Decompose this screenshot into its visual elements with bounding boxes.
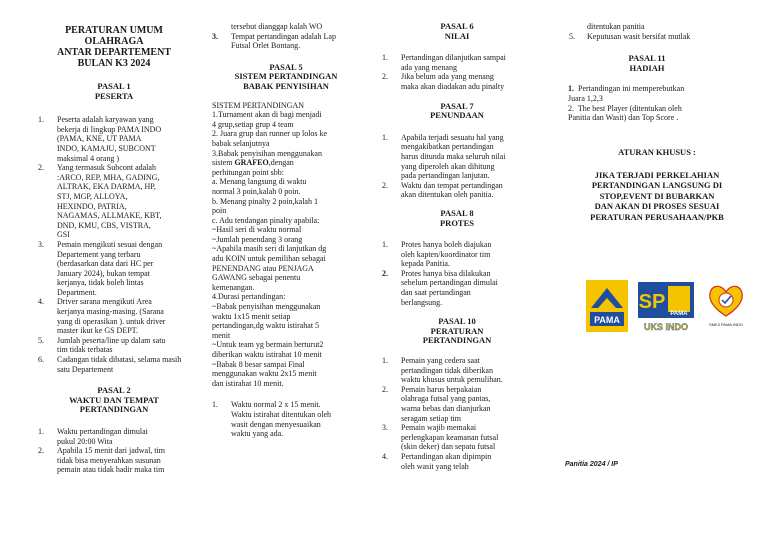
- footer-note: Panitia 2024 / IP: [565, 461, 618, 468]
- body-line: adu KOIN untuk pemilihan sebagai: [212, 254, 326, 264]
- list-item: 1. Pemain yang cedera saat pertandingan tidak diberikan waktu khusus untuk pemulihan.: [382, 356, 503, 385]
- body-line: GAWANG sebagai penentu: [212, 273, 301, 283]
- body-line: perhitungan point sbb:: [212, 167, 284, 177]
- list-item: 4. Pertandingan akan dipimpin oleh wasit yang telah: [382, 451, 492, 471]
- list-item: 1. Waktu pertandingan dimulai pukul 20:00 Wita: [38, 427, 148, 446]
- bold-keyword: GRAFEO: [234, 158, 269, 168]
- pasal-6-list: [382, 53, 532, 91]
- body-line: 2. Juara grup dan runner up lolos ke: [212, 129, 328, 139]
- pasal-7-list: [382, 133, 532, 200]
- svg-text:PAMA: PAMA: [670, 311, 688, 317]
- body-line: sistem GRAFEO,dengan: [212, 158, 294, 168]
- body-line: ~Apabila masih seri di lanjutkan dg: [212, 244, 327, 254]
- document-title: PERATURAN UMUM OLAHRAGA ANTAR DEPARTEMENT BULAN K3 2024: [56, 25, 171, 69]
- pasal-5-list: [212, 400, 360, 438]
- list-item: 2. Yang termasuk Subcont adalah :ARCO, REP, MHA, GADING, ALTRAK, EKA DARMA, HP, STJ, MGP, ALLOYA, HEXINDO, PATRIA, NAGAMAS, ALLMAKE, KBT, DND, KMU, CBS, VISTRA, GSI: [38, 163, 162, 240]
- pasal-8-list: [382, 240, 532, 307]
- logos-row: [586, 278, 756, 340]
- body-line: c. Adu tendangan pinalty apabila:: [212, 215, 320, 225]
- body-line: ~Babak 8 besar sampai Final: [212, 359, 305, 369]
- list-item: 2. Pemain harus berpakaian olahraga futsal yang pantas, warna bebas dan dianjurkan seragam setiap tim: [382, 384, 491, 423]
- body-line: dan istirahat 10 menit.: [212, 378, 284, 388]
- list-item: 3. Tempat pertandingan adalah Lap Futsal Orlet Bontang.: [212, 31, 336, 51]
- pasal-10-heading: PASAL 10 PERATURAN PERTANDINGAN: [422, 316, 492, 346]
- pasal-7-heading: PASAL 7 PENUNDAAN: [430, 100, 484, 121]
- body-line: menggunakan waktu 2x15 menit: [212, 369, 317, 379]
- body-line: a. Menang langsung di waktu: [212, 177, 307, 187]
- continued-text: ditentukan panitia: [587, 22, 645, 31]
- body-line: babak selanjutnya: [212, 138, 270, 148]
- svg-text:SP: SP: [638, 291, 666, 313]
- list-item: 1. Waktu normal 2 x 15 menit. Waktu istirahat ditentukan oleh wasit dengan menyesuaikan waktu yang ada.: [212, 400, 331, 439]
- svg-text:PAMA: PAMA: [594, 315, 620, 325]
- body-line: waktu 1x15 menit setiap: [212, 311, 291, 321]
- column-3: [382, 0, 532, 471]
- column-1: [38, 0, 190, 475]
- column-2: [212, 0, 360, 439]
- list-item: 1. Pertandingan dilanjutkan sampai ada yang menang: [382, 53, 506, 72]
- pasal-5-body: [212, 101, 360, 389]
- pasal-2-list: [38, 427, 190, 475]
- pasal-1-heading: PASAL 1 PESERTA: [94, 81, 134, 101]
- body-line: ~Untuk team yg bermain berturut2: [212, 340, 324, 350]
- pama-logo: [586, 280, 628, 332]
- continued-text: tersebut dianggap kalah WO: [231, 22, 323, 31]
- body-line: 4 grup,setiap grup 4 team: [212, 119, 294, 129]
- aturan-khusus-text: JIKA TERJADI PERKELAHIAN PERTANDINGAN LANGSUNG DI STOP,EVENT DI BUBARKAN DAN AKAN DI PROSES SESUAI PERATURAN PERUSAHAAN/PKB: [590, 169, 724, 222]
- body-line: pertandingan,dg waktu istirahat 5: [212, 321, 320, 331]
- list-item: 2. Protes hanya bisa dilakukan sebelum pertandingan dimulai dan saat pertandingan berlangsung.: [382, 268, 498, 307]
- body-line: b. Menang pinalty 2 poin,kalah 1: [212, 196, 318, 206]
- pasal-2-heading: PASAL 2 WAKTU DAN TEMPAT PERTANDINGAN: [69, 385, 159, 415]
- list-item: 5. Keputusan wasit bersifat mutlak: [569, 31, 691, 41]
- list-item: 2. The best Player (ditentukan oleh: [568, 103, 682, 113]
- list-item: 5. Jumlah peserta/line up dalam satu tim tidak terbatas: [38, 335, 166, 355]
- list-item: 4. Driver sarana mengikuti Area kerjanya masing-masing. (Sarana yang di operasikan ). untuk driver master ikut ke GS DEPT.: [38, 297, 166, 336]
- svg-text:UKS INDO: UKS INDO: [643, 322, 689, 332]
- pasal-11-heading: PASAL 11 HADIAH: [628, 53, 666, 73]
- pasal-11-list: 1. Pertandingan ini memperebutkan Juara 1,2,3 2. The best Player (ditentukan oleh Panitia dan Wasit) dan Top Score .: [562, 84, 748, 122]
- body-line: ~Hasil seri di waktu normal: [212, 225, 302, 235]
- list-item: 1. Pertandingan ini memperebutkan: [568, 84, 685, 94]
- pasal-5-heading: PASAL 5 SISTEM PERTANDINGAN BABAK PENYISIHAN: [234, 61, 338, 91]
- list-item: 1. Apabila terjadi sesuatu hal yang mengakibatkan pertandingan harus ditunda maka seluruh nilai yang diperoleh akan dihitung pada pertandingan lanjutan.: [382, 132, 506, 181]
- body-line: SISTEM PERTANDINGAN: [212, 100, 304, 110]
- list-item: 6. Cadangan tidak dibatasi, selama masih satu Departement: [38, 355, 182, 374]
- pasal-2-list-cont: [212, 32, 360, 51]
- list-item: 1. Protes hanya boleh diajukan oleh kapten/koordinator tim kepada Panitia.: [382, 240, 492, 269]
- pasal-6-heading: PASAL 6 NILAI: [440, 21, 474, 41]
- list-item: 3. Pemain wajib memakai perlengkapan keamanan futsal (skin deker) dan sepatu futsal: [382, 423, 499, 452]
- pasal-8-heading: PASAL 8 PROTES: [439, 207, 474, 228]
- list-item: 2. Waktu dan tempat pertandingan akan ditentukan oleh panitia.: [382, 180, 503, 200]
- list-item: 3. Pemain mengikuti sesuai dengan Departement yang terbaru (berdasarkan data dari HC per January 2024), bukan tempat kerjanya, tidak boleh lintas Department.: [38, 239, 163, 297]
- body-line: PENENDANG atau PENJAGA: [212, 263, 314, 273]
- body-line: poin: [212, 206, 227, 216]
- svg-text:SMK3 PAMA INDO: SMK3 PAMA INDO: [709, 322, 743, 327]
- body-line: menit: [212, 330, 231, 340]
- body-line: diberikan waktu istirahat 10 menit: [212, 350, 322, 359]
- body-line: normal 3 poin,kalah 0 poin.: [212, 186, 301, 196]
- smk3-logo: [709, 286, 743, 327]
- sp-pama-uks-logo: [638, 282, 694, 332]
- body-line: 4.Durasi pertandingan:: [212, 292, 286, 302]
- body-line: 1.Turnament akan di bagi menjadi: [212, 110, 322, 120]
- list-item: 2. Jika belum ada yang menang maka akan diadakan adu pinalty: [382, 72, 505, 91]
- body-line: kemenangan.: [212, 282, 255, 292]
- pasal-1-list: [38, 115, 190, 374]
- list-item: 2. Apabila 15 menit dari jadwal, tim tidak bisa menyerahkan susunan pemain atau tidak hadir maka tim: [38, 446, 165, 475]
- aturan-khusus-heading: ATURAN KHUSUS :: [618, 146, 696, 157]
- pasal-10-list: [382, 356, 532, 471]
- column-4: [562, 0, 752, 222]
- body-line: 3.Babak penyisihan menggunakan: [212, 148, 322, 158]
- body-line: ~Babak penyisihan menggunakan: [212, 302, 321, 312]
- list-item: 1. Peserta adalah karyawan yang bekerja di lingkup PAMA INDO (PAMA, KNE, UT PAMA INDO, KAMAJU, SUBCONT maksimal 4 orang ): [38, 115, 162, 163]
- body-line: ~Jumlah penendang 3 orang: [212, 234, 303, 244]
